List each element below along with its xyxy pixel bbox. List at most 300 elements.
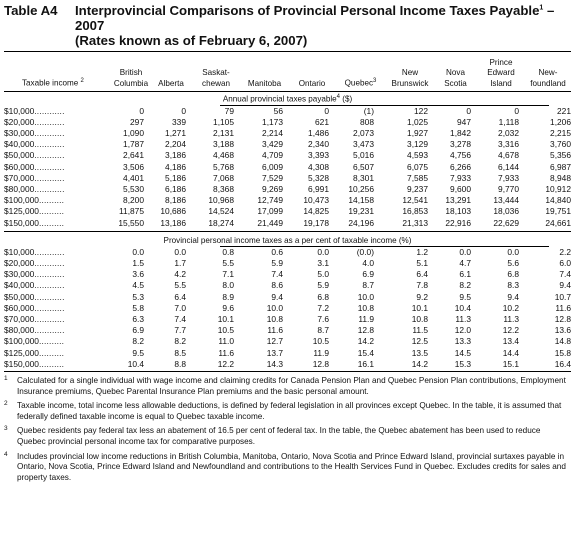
row-cell: 9.4	[507, 291, 519, 302]
row-cell: 15.3	[454, 358, 471, 369]
table-row	[4, 128, 571, 139]
row-cell: 4,593	[407, 150, 428, 161]
row-cell: 5,768	[213, 161, 234, 172]
row-cell: 6,009	[262, 161, 283, 172]
row-cell: 10.8	[411, 314, 428, 325]
row-cell: 22,629	[493, 217, 519, 228]
row-cell: 0.0	[317, 246, 329, 257]
table-row	[4, 218, 571, 229]
row-income	[4, 247, 112, 258]
table-row	[4, 117, 571, 128]
row-cell: 7.0	[174, 302, 186, 313]
row-cell: 221	[557, 105, 571, 116]
row-cell: 3,760	[550, 139, 571, 150]
row-leader-dots: ............	[34, 128, 65, 138]
row-cell: 13.5	[411, 347, 428, 358]
row-cell: (1)	[363, 105, 374, 116]
header-taxable-income: Taxable income $^2$	[22, 77, 84, 88]
row-cell: 5.8	[132, 302, 144, 313]
row-cell: (0.0)	[356, 246, 374, 257]
row-cell: 4.7	[459, 258, 471, 269]
row-cell: 8,368	[213, 184, 234, 195]
row-income	[4, 303, 112, 314]
row-leader-dots: ............	[34, 116, 65, 127]
row-cell: 1,927	[407, 128, 428, 138]
row-cell: 18,103	[445, 206, 471, 217]
row-leader-dots: ............	[34, 105, 65, 116]
row-cell: 21,313	[402, 217, 428, 228]
row-cell: 14.4	[502, 347, 519, 358]
row-cell: 2.2	[559, 246, 571, 257]
row-cell: 14.8	[554, 336, 571, 347]
row-cell: 3,278	[450, 139, 471, 150]
row-cell: 16,853	[402, 206, 428, 217]
footnote-mark: 2	[4, 400, 8, 408]
row-cell: 5.3	[132, 291, 144, 302]
header-province-line: British	[119, 68, 143, 78]
row-cell: 7.4	[271, 269, 283, 280]
row-income-value: $125,000	[4, 347, 39, 358]
row-cell: 10,686	[160, 206, 186, 217]
row-income	[4, 325, 112, 336]
row-cell: 6.9	[362, 269, 374, 280]
row-cell: 6,987	[550, 161, 571, 172]
row-cell: 14,840	[545, 195, 571, 206]
row-cell: 2,131	[213, 128, 234, 138]
row-cell: 7,933	[498, 172, 519, 183]
row-cell: 8,948	[550, 172, 571, 183]
header-province-line	[240, 68, 289, 78]
row-income	[4, 117, 112, 128]
row-income-value: $10,000	[4, 246, 35, 257]
row-cell: 3,393	[308, 150, 329, 161]
header-province-line: Manitoba	[247, 78, 282, 88]
row-leader-dots: ............	[34, 150, 65, 161]
row-cell: 6,266	[450, 161, 471, 172]
row-cell: 9.4	[271, 291, 283, 302]
row-cell: 1,173	[262, 116, 283, 127]
row-cell: 7,933	[450, 172, 471, 183]
row-cell: 11.6	[218, 347, 234, 358]
row-leader-dots: ..........	[38, 217, 65, 228]
row-cell: 6,186	[165, 184, 186, 195]
row-cell: 11.6	[555, 302, 571, 313]
row-cell: 9,770	[498, 184, 519, 195]
row-cell: 11.9	[358, 314, 374, 325]
row-leader-dots: ............	[34, 161, 65, 172]
table-row	[4, 359, 571, 370]
row-cell: 24,196	[348, 217, 374, 228]
row-cell: 14.5	[454, 347, 471, 358]
row-income	[4, 314, 112, 325]
row-income	[4, 139, 112, 150]
row-income-value: $20,000	[4, 116, 35, 127]
row-cell: 4,756	[450, 150, 471, 161]
row-cell: 13.3	[454, 336, 471, 347]
row-cell: 3,188	[213, 139, 234, 150]
document-page	[4, 3, 571, 483]
row-cell: 9,237	[407, 184, 428, 195]
table-row	[4, 292, 571, 303]
row-cell: 9.5	[132, 347, 144, 358]
row-cell: 8.8	[174, 358, 186, 369]
row-cell: 56	[273, 105, 283, 116]
row-cell: 6.0	[559, 258, 571, 269]
row-cell: 5.9	[317, 280, 329, 291]
row-cell: 808	[360, 116, 374, 127]
row-leader-dots: ............	[34, 314, 65, 325]
row-cell: 10.0	[357, 291, 374, 302]
header-province	[434, 52, 477, 91]
table-row	[4, 162, 571, 173]
row-cell: 15,550	[118, 217, 144, 228]
row-leader-dots: ............	[34, 302, 65, 313]
row-cell: 16.4	[554, 358, 571, 369]
section1-caption: Annual provincial taxes payable$^4$ ($)	[222, 93, 353, 104]
row-cell: 19,751	[545, 206, 571, 217]
row-cell: 9.5	[459, 291, 471, 302]
row-cell: 8.2	[459, 280, 471, 291]
row-income-value: $150,000	[4, 217, 39, 228]
row-cell: 2,204	[165, 139, 186, 150]
table-row	[4, 325, 571, 336]
row-cell: 14.2	[357, 336, 374, 347]
row-leader-dots: ............	[34, 139, 65, 150]
row-cell: 621	[315, 116, 329, 127]
row-cell: 10,473	[303, 195, 329, 206]
table-row	[4, 280, 571, 291]
header-province-line: Brunswick	[391, 78, 429, 88]
row-cell: 5.5	[222, 258, 234, 269]
row-cell: 12.0	[454, 325, 471, 336]
row-cell: 16.1	[357, 358, 374, 369]
row-cell: 5,530	[123, 184, 144, 195]
row-cell: 1,118	[498, 116, 519, 127]
row-cell: 7,585	[407, 172, 428, 183]
row-cell: 7.2	[317, 302, 329, 313]
row-cell: 19,178	[303, 217, 329, 228]
row-cell: 13,291	[445, 195, 471, 206]
row-cell: 4,468	[213, 150, 234, 161]
row-income	[4, 195, 112, 206]
header-province-line: Nova	[446, 68, 465, 78]
footnote-text: Quebec residents pay federal tax less an abatement of 16.5 per cent of federal tax. In the table, the Quebec abatement has been used to reduce Quebec provincial personal income tax for comparative purposes.	[17, 426, 541, 447]
header-row	[4, 52, 571, 91]
header-province-line	[289, 68, 335, 78]
row-income-value: $30,000	[4, 128, 35, 138]
row-cell: 10.5	[217, 325, 234, 336]
row-cell: 22,916	[445, 217, 471, 228]
header-province	[240, 52, 289, 91]
row-cell: 0	[466, 105, 471, 116]
row-cell: 6.8	[507, 269, 519, 280]
header-province-line: Quebec$^3$	[344, 77, 377, 88]
header-province	[192, 52, 240, 91]
table-label: Table A4	[4, 3, 58, 18]
row-cell: 5,016	[353, 150, 374, 161]
row-cell: 7.4	[559, 269, 571, 280]
row-cell: 9,269	[262, 184, 283, 195]
row-cell: 15.1	[502, 358, 519, 369]
row-leader-dots: ..........	[38, 206, 65, 217]
row-cell: 5.5	[174, 280, 186, 291]
row-income-value: $125,000	[4, 206, 39, 217]
row-cell: 0.0	[459, 246, 471, 257]
footnote	[4, 452, 571, 484]
row-cell: 4,401	[123, 172, 144, 183]
row-cell: 7.6	[317, 314, 329, 325]
row-cell: 19,231	[348, 206, 374, 217]
header-province-line	[335, 65, 386, 75]
row-cell: 6,991	[308, 184, 329, 195]
row-cell: 4.5	[132, 280, 144, 291]
header-province-line: New	[401, 68, 419, 78]
row-cell: 3,129	[407, 139, 428, 150]
row-cell: 3,186	[165, 150, 186, 161]
bottom-rule	[4, 371, 571, 372]
row-cell: 1,206	[550, 116, 571, 127]
row-cell: 9.2	[416, 291, 428, 302]
row-cell: 5,356	[550, 150, 571, 161]
row-income-value: $30,000	[4, 269, 35, 280]
row-income-value: $50,000	[4, 150, 35, 161]
row-cell: 2,340	[308, 139, 329, 150]
row-income	[4, 128, 112, 139]
row-leader-dots: ..........	[38, 347, 65, 358]
row-cell: 12.5	[411, 336, 428, 347]
row-cell: 6,507	[353, 161, 374, 172]
footnote	[4, 376, 571, 397]
header-spacer	[192, 58, 240, 68]
header-province	[477, 52, 525, 91]
row-cell: 21,449	[257, 217, 283, 228]
tax-table	[4, 52, 571, 91]
footnote	[4, 401, 571, 422]
row-cell: 8.5	[174, 347, 186, 358]
row-cell: 1,842	[450, 128, 471, 138]
row-cell: 8.6	[271, 280, 283, 291]
row-cell: 79	[224, 105, 234, 116]
row-cell: 2,214	[262, 128, 283, 138]
section1-table	[4, 106, 571, 229]
row-cell: 10,912	[545, 184, 571, 195]
header-spacer	[289, 58, 335, 68]
row-leader-dots: ..........	[38, 336, 65, 347]
row-leader-dots: ............	[34, 258, 65, 269]
section2-caption: Provincial personal income taxes as a per cent of taxable income (%)	[163, 235, 412, 245]
row-cell: 4,709	[262, 150, 283, 161]
row-cell: 11.5	[412, 325, 428, 336]
header-spacer	[112, 58, 150, 68]
row-cell: 14,825	[303, 206, 329, 217]
row-cell: 7,068	[213, 172, 234, 183]
table-row	[4, 258, 571, 269]
row-cell: 4,308	[308, 161, 329, 172]
section2-table	[4, 247, 571, 370]
row-leader-dots: ............	[34, 291, 65, 302]
row-cell: 1,105	[213, 116, 234, 127]
row-cell: 8.9	[222, 291, 234, 302]
row-income	[4, 258, 112, 269]
row-cell: 6.4	[174, 291, 186, 302]
header-province	[150, 52, 192, 91]
footnote-text: Calculated for a single individual with wage income and claiming credits for Canada Pension Plan and Quebec Pension Plan contributions, Employment Insurance premiums, Quebec Parental Insurance Plan premiums and the basic personal amount.	[17, 376, 566, 396]
row-cell: 0	[514, 105, 519, 116]
row-cell: 9.6	[222, 302, 234, 313]
row-cell: 7.8	[416, 280, 428, 291]
row-cell: 0	[324, 105, 329, 116]
header-province-line: Columbia	[113, 78, 149, 88]
row-cell: 10.7	[554, 291, 571, 302]
header-province	[112, 52, 150, 91]
header-province	[289, 52, 335, 91]
row-cell: 12.8	[357, 325, 374, 336]
header-province-line: Prince	[489, 57, 513, 67]
row-income-value: $60,000	[4, 161, 35, 172]
row-cell: 14.3	[266, 358, 283, 369]
row-cell: 6,144	[498, 161, 519, 172]
row-income-value: $40,000	[4, 139, 35, 150]
row-cell: 9,600	[450, 184, 471, 195]
row-income-value: $20,000	[4, 258, 35, 269]
table-row	[4, 348, 571, 359]
row-cell: 339	[172, 116, 186, 127]
table-row	[4, 269, 571, 280]
row-cell: 10,256	[348, 184, 374, 195]
row-cell: 11.3	[455, 314, 471, 325]
row-cell: 12,541	[402, 195, 428, 206]
row-cell: 10.4	[454, 302, 471, 313]
table-row	[4, 247, 571, 258]
row-income-value: $100,000	[4, 195, 39, 206]
row-cell: 8.7	[317, 325, 329, 336]
header-spacer	[335, 55, 386, 65]
row-cell: 9.4	[559, 280, 571, 291]
row-cell: 12.2	[502, 325, 519, 336]
row-cell: 8.7	[362, 280, 374, 291]
row-cell: 7.7	[174, 325, 186, 336]
row-cell: 11.9	[313, 347, 329, 358]
row-cell: 6,075	[407, 161, 428, 172]
row-leader-dots: ..........	[38, 195, 65, 206]
row-cell: 2,641	[123, 150, 144, 161]
table-row	[4, 195, 571, 206]
row-income	[4, 184, 112, 195]
row-cell: 17,099	[257, 206, 283, 217]
row-cell: 12.8	[554, 314, 571, 325]
row-cell: 1,271	[165, 128, 186, 138]
row-income	[4, 269, 112, 280]
row-income-value: $50,000	[4, 291, 35, 302]
row-leader-dots: ............	[34, 172, 65, 183]
row-cell: 3,506	[123, 161, 144, 172]
header-quebec-sup: 3	[373, 77, 377, 84]
title-main: Interprovincial Comparisons of Provincial Personal Income Taxes Payable$^1$ – 2007	[75, 3, 555, 33]
row-cell: 4.0	[362, 258, 374, 269]
row-cell: 10.1	[217, 314, 234, 325]
footnotes	[4, 376, 571, 483]
row-cell: 6.8	[317, 291, 329, 302]
header-province-line: foundland	[530, 78, 566, 88]
row-cell: 5.9	[271, 258, 283, 269]
row-cell: 6.1	[459, 269, 471, 280]
row-cell: 2,215	[550, 128, 571, 138]
row-cell: 5,186	[165, 172, 186, 183]
row-cell: 6.4	[416, 269, 428, 280]
row-cell: 0	[181, 105, 186, 116]
row-cell: 1.7	[174, 258, 186, 269]
footnote-mark: 1	[4, 375, 8, 383]
table-row	[4, 206, 571, 217]
row-cell: 13.4	[502, 336, 519, 347]
row-cell: 15.4	[357, 347, 374, 358]
row-income-value: $10,000	[4, 105, 35, 116]
row-income	[4, 106, 112, 117]
row-cell: 11.0	[218, 336, 234, 347]
header-province-line: Ontario	[298, 78, 326, 88]
header-spacer	[434, 58, 477, 68]
row-income	[4, 359, 112, 370]
row-cell: 1,486	[308, 128, 329, 138]
row-cell: 12.7	[266, 336, 283, 347]
footnote-text: Taxable income, total income less allowable deductions, is defined by federal legislation in all provinces except Quebec. In the table, it is assumed that federally defined taxable income is equal to Quebec taxable income.	[17, 401, 562, 421]
row-income	[4, 206, 112, 217]
row-cell: 6.9	[132, 325, 144, 336]
row-cell: 3,473	[353, 139, 374, 150]
row-income	[4, 173, 112, 184]
table-row	[4, 139, 571, 150]
row-cell: 1,090	[123, 128, 144, 138]
row-cell: 11,875	[119, 206, 144, 217]
row-cell: 24,661	[545, 217, 571, 228]
row-cell: 2,073	[353, 128, 374, 138]
row-cell: 7.1	[222, 269, 234, 280]
row-cell: 3,429	[262, 139, 283, 150]
row-cell: 5,328	[308, 172, 329, 183]
row-cell: 13,444	[493, 195, 519, 206]
row-income	[4, 336, 112, 347]
row-cell: 0	[139, 105, 144, 116]
row-income	[4, 292, 112, 303]
row-leader-dots: ............	[34, 325, 65, 336]
header-spacer	[150, 58, 192, 68]
row-cell: 10,968	[208, 195, 234, 206]
row-cell: 10.0	[266, 302, 283, 313]
header-province-line: New-	[538, 68, 558, 78]
row-cell: 10.2	[502, 302, 519, 313]
header-province-line: Scotia	[444, 78, 467, 88]
row-cell: 8.2	[132, 336, 144, 347]
row-leader-dots: ............	[34, 246, 65, 257]
row-cell: 8.2	[174, 336, 186, 347]
table-header	[4, 52, 571, 91]
header-province-line: Alberta	[158, 78, 184, 88]
row-cell: 297	[130, 116, 144, 127]
row-cell: 0.8	[222, 246, 234, 257]
table-row	[4, 150, 571, 161]
row-income-value: $60,000	[4, 302, 35, 313]
row-cell: 1,025	[407, 116, 428, 127]
row-cell: 7.4	[174, 314, 186, 325]
row-income-value: $80,000	[4, 184, 35, 195]
row-cell: 8.0	[222, 280, 234, 291]
header-province-line: Island	[490, 78, 512, 88]
section-divider	[4, 231, 571, 232]
row-cell: 8,186	[165, 195, 186, 206]
row-cell: 4,678	[498, 150, 519, 161]
table-row	[4, 303, 571, 314]
row-income-value: $70,000	[4, 172, 35, 183]
